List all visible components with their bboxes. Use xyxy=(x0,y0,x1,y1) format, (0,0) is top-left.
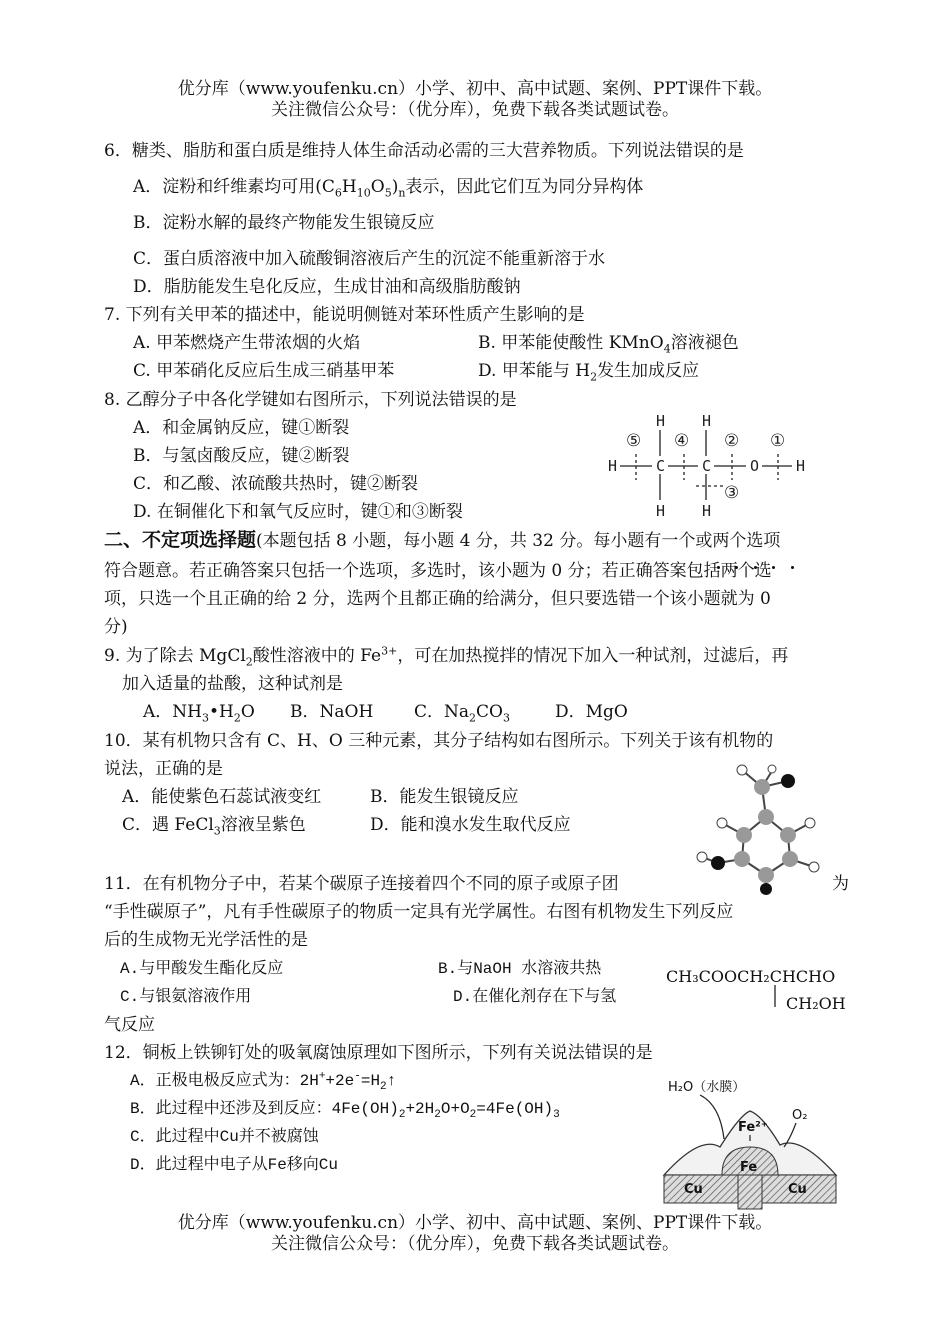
q11-stem: 11．在有机物分子中，若某个碳原子连接着四个不同的原子或原子团 xyxy=(104,874,619,894)
section2-heading: 二、不定项选择题(本题包括 8 小题，每小题 4 分，共 32 分。每小题有一个或两个选项 xyxy=(104,529,781,551)
section2-intro-2: 符合题意。若正确答案只包括一个选项，多选时，该小题为 0 分；若正确答案包括两个选 xyxy=(104,561,772,581)
q11-formula-bond xyxy=(772,985,778,1007)
q6-option-b: B．淀粉水解的最终产物能发生银镜反应 xyxy=(133,213,435,233)
q6-option-c: C．蛋白质溶液中加入硫酸铜溶液后产生的沉淀不能重新溶于水 xyxy=(133,249,606,269)
bond-label-1: ① xyxy=(770,431,786,451)
q7-option-d: D. 甲苯能与 $H_2$发生加成反应 xyxy=(478,361,700,384)
ethanol-h-top-2: H xyxy=(702,412,712,430)
ethanol-h-top-1: H xyxy=(656,412,666,430)
q11-option-a: A.与甲酸发生酯化反应 xyxy=(120,960,284,978)
corrosion-diagram xyxy=(660,1075,840,1210)
water-film-label: H₂O（水膜） xyxy=(668,1080,746,1095)
q11-stem-end: 为 xyxy=(832,874,849,894)
cu-right-label: Cu xyxy=(788,1182,807,1197)
q7-option-b: B. 甲苯能使酸性 KMnO$_4$溶液褪色 xyxy=(478,333,739,356)
q10-stem-2: 说法，正确的是 xyxy=(104,759,223,779)
bond-label-3: ③ xyxy=(724,483,740,503)
ethanol-c2: C xyxy=(702,457,712,475)
ethanol-c1: C xyxy=(656,457,666,475)
q11-stem-3: 后的生成物无光学活性的是 xyxy=(104,930,308,950)
q8-option-d: D. 在铜催化下和氧气反应时，键①和③断裂 xyxy=(133,502,463,522)
molecule-ball-stick-model xyxy=(680,755,840,895)
q10-option-c: C．遇 FeCl$_3$溶液呈紫色 xyxy=(122,815,306,838)
q7-stem: 7. 下列有关甲苯的描述中，能说明侧链对苯环性质产生影响的是 xyxy=(104,305,585,325)
q7-option-a: A. 甲苯燃烧产生带浓烟的火焰 xyxy=(133,333,361,353)
q8-option-c: C．和乙酸、浓硫酸共热时，键②断裂 xyxy=(133,474,419,494)
ethanol-o: O xyxy=(750,457,760,475)
q9-option-c: C．$Na_2CO_3$ xyxy=(414,702,510,725)
q10-option-b: B．能发生银镜反应 xyxy=(370,787,519,807)
q7-option-c: C. 甲苯硝化反应后生成三硝基甲苯 xyxy=(133,361,395,381)
cu-left-label: Cu xyxy=(684,1182,703,1197)
q11-structural-formula: CH₃COOCH₂CHCHO xyxy=(666,967,836,986)
q6-option-d: D．脂肪能发生皂化反应，生成甘油和高级脂肪酸钠 xyxy=(133,277,521,297)
footer-line-1: 优分库（www.youfenku.cn）小学、初中、高中试题、案例、PPT课件下载。 xyxy=(177,1213,773,1233)
q11-option-b: B.与NaOH 水溶液共热 xyxy=(438,960,602,978)
q10-option-d: D．能和溴水发生取代反应 xyxy=(370,815,571,835)
q9-option-a: A．$NH_3•H_2O$ xyxy=(143,702,255,725)
header-line-1: 优分库（www.youfenku.cn）小学、初中、高中试题、案例、PPT课件下载。 xyxy=(177,79,773,99)
fe2-ion-label: Fe²⁺ xyxy=(738,1120,768,1135)
bond-label-2: ② xyxy=(724,431,740,451)
bond-label-5: ⑤ xyxy=(626,431,642,451)
q12-option-c: C．此过程中Cu并不被腐蚀 xyxy=(130,1128,319,1146)
q6-stem: 6．糖类、脂肪和蛋白质是维持人体生命活动必需的三大营养物质。下列说法错误的是 xyxy=(104,141,744,161)
ethanol-h-right: H xyxy=(796,457,806,475)
q9-option-d: D．MgO xyxy=(555,702,628,722)
q11-formula-branch: CH₂OH xyxy=(786,994,846,1013)
q8-stem: 8. 乙醇分子中各化学键如右图所示，下列说法错误的是 xyxy=(104,390,517,410)
q10-stem: 10．某有机物只含有 C、H、O 三种元素，其分子结构如右图所示。下列关于该有机物的 xyxy=(104,731,774,751)
q12-option-d: D．此过程中电子从Fe移向Cu xyxy=(130,1156,339,1174)
o2-label: O₂ xyxy=(792,1108,808,1123)
bond-label-4: ④ xyxy=(674,431,690,451)
fe-label: Fe xyxy=(740,1160,758,1175)
q9-option-b: B．NaOH xyxy=(290,702,374,722)
q9-stem: 9. 为了除去 MgCl$_2$酸性溶液中的 $Fe^{3+}$，可在加热搅拌的情况下加入一种试剂，过滤后，再 xyxy=(104,644,789,669)
ethanol-h-bottom-2: H xyxy=(702,502,712,520)
q11-option-d-cont: 气反应 xyxy=(104,1015,155,1035)
q12-option-a: A．正极电极反应式为：$2H^++2e^-=H_2↑$ xyxy=(130,1070,397,1094)
q8-option-a: A．和金属钠反应，键①断裂 xyxy=(133,418,350,438)
q6-option-a: A．淀粉和纤维素均可用$(C_6H_{10}O_5)_n$表示，因此它们互为同分异构体 xyxy=(133,177,644,200)
q9-stem-2: 加入适量的盐酸，这种试剂是 xyxy=(122,674,343,694)
q12-option-b: B．此过程中还涉及到反应：$4Fe(OH)_2+2H_2O+O_2=4Fe(OH)_3$ xyxy=(130,1100,560,1122)
ethanol-bond-figure xyxy=(600,410,820,520)
q11-option-c: C.与银氨溶液作用 xyxy=(120,988,252,1006)
q11-option-d: D.在催化剂存在下与氢 xyxy=(453,988,617,1006)
section2-intro-4: 分) xyxy=(104,617,128,637)
q12-stem: 12．铜板上铁铆钉处的吸氧腐蚀原理如下图所示，下列有关说法错误的是 xyxy=(104,1043,653,1063)
q11-stem-2: “手性碳原子”，凡有手性碳原子的物质一定具有光学属性。右图有机物发生下列反应 xyxy=(104,902,734,922)
ethanol-h-bottom-1: H xyxy=(656,502,666,520)
section2-intro-3: 项，只选一个且正确的给 2 分，选两个且都正确的给满分，但只要选错一个该小题就为 0 xyxy=(104,589,771,609)
footer-line-2: 关注微信公众号：（优分库），免费下载各类试题试卷。 xyxy=(271,1234,679,1254)
q8-option-b: B．与氢卤酸反应，键②断裂 xyxy=(133,446,350,466)
header-line-2: 关注微信公众号：（优分库），免费下载各类试题试卷。 xyxy=(271,100,679,120)
q10-option-a: A．能使紫色石蕊试液变红 xyxy=(122,787,322,807)
ethanol-h-left: H xyxy=(608,457,618,475)
